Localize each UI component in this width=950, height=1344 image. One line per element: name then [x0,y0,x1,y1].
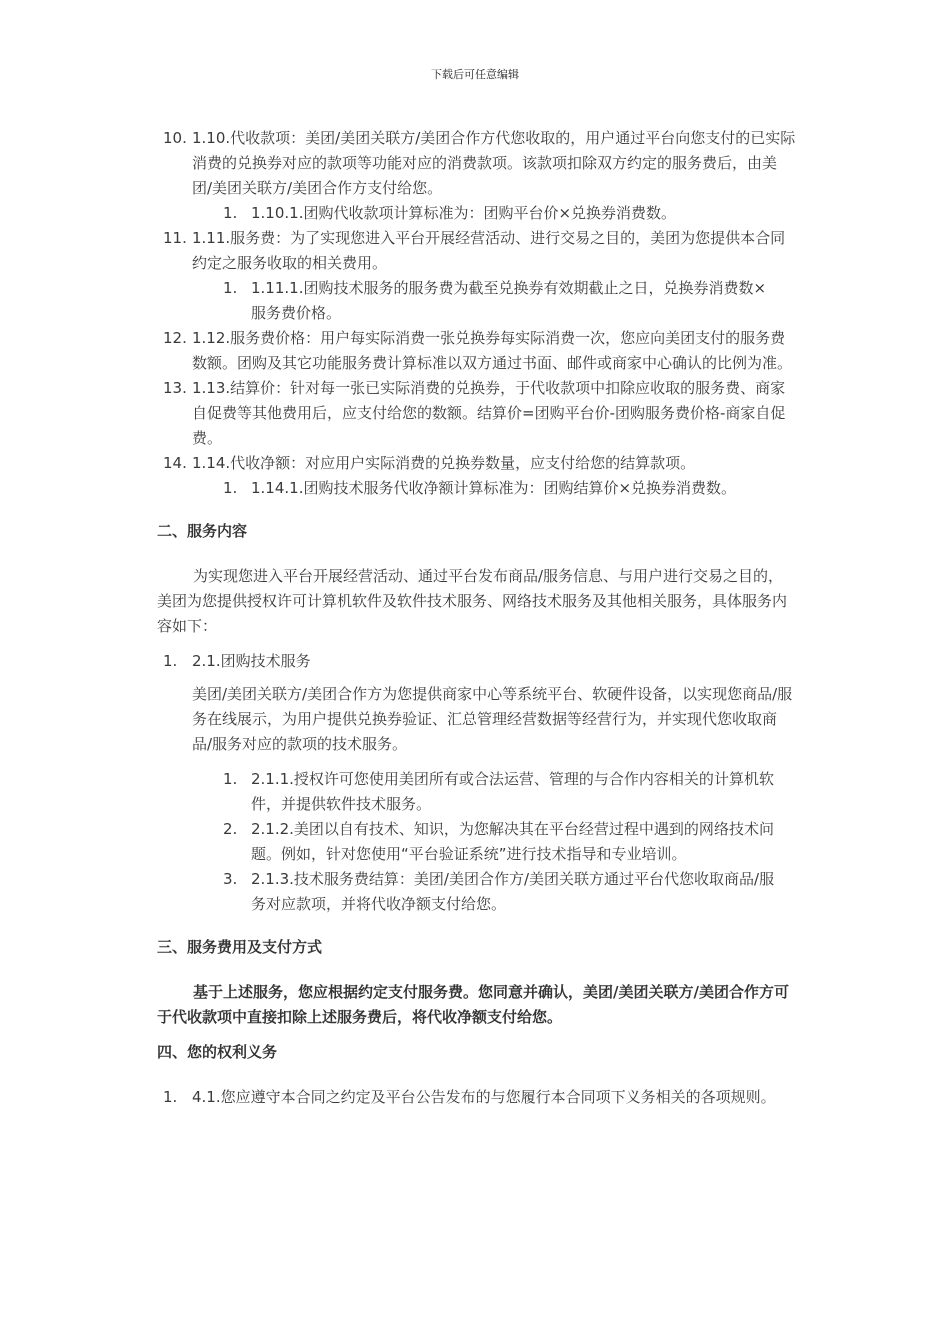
section-heading: 二、服务内容 [157,522,248,540]
list-text: 2.1.团购技术服务 [192,652,311,670]
section-heading: 三、服务费用及支付方式 [157,938,323,956]
list-text: 1.11.1.团购技术服务的服务费为截至兑换券有效期截止之日，兑换券消费数×服务费价格。 [251,279,767,322]
list-item [157,1085,797,1110]
list-number: 14. [163,454,187,472]
list-number: 3. [223,870,238,888]
sub-list-item [157,767,779,817]
section-heading: 四、您的权利义务 [157,1043,278,1061]
item-body: 美团/美团关联方/美团合作方为您提供商家中心等系统平台、软硬件设备，以实现您商品/服务在线展示，为用户提供兑换券验证、汇总管理经营数据等经营行为，并实现代您收取商品/服务对应的款项的技术服务。 [192,685,793,753]
list-number: 11. [163,229,187,247]
list-number: 10. [163,129,187,147]
list-item [157,326,797,376]
list-number: 1. [163,1088,178,1106]
list-number: 12. [163,329,187,347]
list-item [157,226,797,276]
sub-list-item [157,276,779,326]
page-header: 下载后可任意编辑 [431,68,519,81]
list-text: 2.1.3.技术服务费结算：美团/美团合作方/美团关联方通过平台代您收取商品/服务对应款项，并将代收净额支付给您。 [251,870,775,913]
list-item [157,649,797,674]
list-item [157,451,797,476]
list-number: 2. [223,820,238,838]
list-text: 1.10.1.团购代收款项计算标准为：团购平台价×兑换券消费数。 [251,204,677,222]
list-text: 1.11.服务费：为了实现您进入平台开展经营活动、进行交易之目的，美团为您提供本合同约定之服务收取的相关费用。 [192,229,786,272]
list-number: 1. [223,479,238,497]
document-body [157,126,797,1110]
section-body: 基于上述服务，您应根据约定支付服务费。您同意并确认，美团/美团关联方/美团合作方可于代收款项中直接扣除上述服务费后，将代收净额支付给您。 [157,983,789,1026]
list-text: 1.12.服务费价格：用户每实际消费一张兑换券每实际消费一次，您应向美团支付的服务费数额。团购及其它功能服务费计算标准以双方通过书面、邮件或商家中心确认的比例为准。 [192,329,793,372]
list-number: 1. [163,652,178,670]
sub-list-item [157,201,779,226]
sub-list-item [157,476,779,501]
list-item [157,376,797,451]
list-number: 1. [223,204,238,222]
sub-list-item [157,817,779,867]
list-text: 2.1.2.美团以自有技术、知识，为您解决其在平台经营过程中遇到的网络技术问题。例如，针对您使用“平台验证系统”进行技术指导和专业培训。 [251,820,774,863]
list-text: 1.13.结算价：针对每一张已实际消费的兑换券，于代收款项中扣除应收取的服务费、商家自促费等其他费用后，应支付给您的数额。结算价=团购平台价-团购服务费价格-商家自促费。 [192,379,786,447]
list-text: 1.14.1.团购技术服务代收净额计算标准为：团购结算价×兑换券消费数。 [251,479,737,497]
section-intro: 为实现您进入平台开展经营活动、通过平台发布商品/服务信息、与用户进行交易之目的，美团为您提供授权许可计算机软件及软件技术服务、网络技术服务及其他相关服务，具体服务内容如下： [157,567,788,635]
list-text: 2.1.1.授权许可您使用美团所有或合法运营、管理的与合作内容相关的计算机软件，并提供软件技术服务。 [251,770,774,813]
list-number: 13. [163,379,187,397]
list-text: 1.14.代收净额：对应用户实际消费的兑换券数量，应支付给您的结算款项。 [192,454,696,472]
list-text: 4.1.您应遵守本合同之约定及平台公告发布的与您履行本合同项下义务相关的各项规则。 [192,1088,776,1106]
list-number: 1. [223,279,238,297]
sub-list-item [157,867,779,917]
list-number: 1. [223,770,238,788]
list-text: 1.10.代收款项：美团/美团关联方/美团合作方代您收取的，用户通过平台向您支付的已实际消费的兑换券对应的款项等功能对应的消费款项。该款项扣除双方约定的服务费后，由美团/美团关联方/美团合作方支付给您。 [192,129,796,197]
list-item [157,126,797,201]
